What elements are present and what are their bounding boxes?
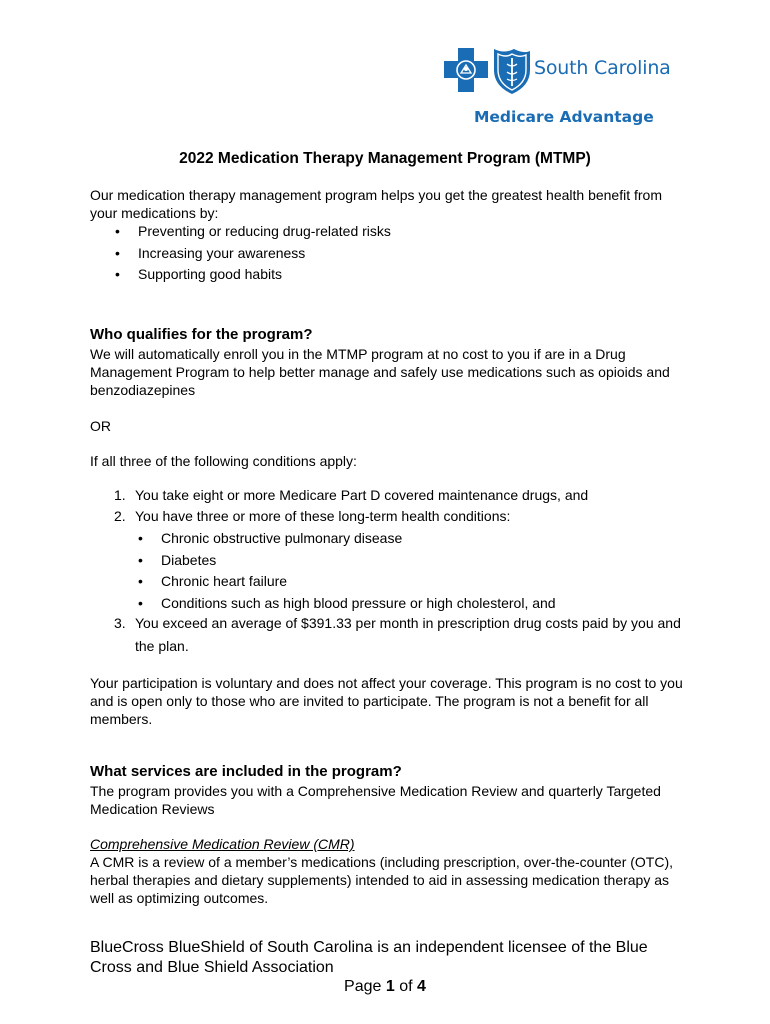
page-title: 2022 Medication Therapy Management Program (MTMP) bbox=[179, 150, 591, 167]
intro-paragraph: Our medication therapy management program helps you get the greatest health benefit from your medications by: bbox=[90, 187, 662, 221]
qualify-paragraph: We will automatically enroll you in the MTMP program at no cost to you if are in a Drug Management Program to help better manage and safely use medications such as opioids and benzodiazepines bbox=[90, 346, 670, 398]
cmr-paragraph: A CMR is a review of a member’s medications (including prescription, over-the-counter (OTC), herbal therapies and dietary supplements) intended to aid in assessing medication therapy as well as optimizing outcomes. bbox=[90, 854, 674, 906]
list-item: • Conditions such as high blood pressure or high cholesterol, and bbox=[138, 593, 556, 615]
or-text: OR bbox=[90, 418, 111, 434]
item-text: You take eight or more Medicare Part D covered maintenance drugs, and bbox=[135, 487, 589, 503]
list-item: • Increasing your awareness bbox=[115, 243, 391, 265]
item-number: 2. bbox=[114, 508, 126, 524]
item-text: You have three or more of these long-term health conditions: bbox=[135, 508, 511, 524]
company-logo bbox=[444, 46, 674, 130]
services-heading: What services are included in the program? bbox=[90, 763, 402, 780]
logo-graphic bbox=[444, 46, 534, 96]
list-item: • Supporting good habits bbox=[115, 264, 391, 286]
page-label: Page bbox=[344, 978, 382, 995]
condition-item bbox=[114, 612, 684, 658]
blue-cross-icon bbox=[444, 48, 488, 92]
voluntary-paragraph: Your participation is voluntary and does not affect your coverage. This program is no cost to you and is open only to those who are invited to participate. The program is not a benefit for all members. bbox=[90, 675, 683, 727]
list-item: • Chronic obstructive pulmonary disease bbox=[138, 528, 556, 550]
page-of-label: of bbox=[399, 978, 413, 995]
list-item: • Diabetes bbox=[138, 550, 556, 572]
cmr-heading: Comprehensive Medication Review (CMR) bbox=[90, 836, 355, 852]
brand-name: South Carolina bbox=[534, 57, 671, 79]
intro-bullet-list bbox=[115, 221, 391, 286]
current-page: 1 bbox=[385, 978, 395, 995]
condition-item bbox=[114, 485, 684, 506]
total-pages: 4 bbox=[417, 978, 426, 995]
page-number bbox=[0, 978, 770, 996]
health-conditions-list bbox=[138, 528, 556, 614]
brand-subtitle: Medicare Advantage bbox=[474, 108, 654, 126]
list-item: • Preventing or reducing drug-related risks bbox=[115, 221, 391, 243]
services-paragraph: The program provides you with a Comprehensive Medication Review and quarterly Targeted Medication Reviews bbox=[90, 783, 661, 817]
item-text: You exceed an average of $391.33 per month in prescription drug costs paid by you and the plan. bbox=[135, 615, 681, 654]
footer-disclaimer: BlueCross BlueShield of South Carolina is an independent licensee of the Blue Cross and Blue Shield Association bbox=[90, 939, 648, 976]
item-number: 3. bbox=[114, 615, 126, 631]
item-number: 1. bbox=[114, 487, 126, 503]
condition-item bbox=[114, 506, 684, 527]
blue-shield-icon bbox=[494, 49, 530, 94]
qualify-heading: Who qualifies for the program? bbox=[90, 326, 313, 343]
list-item: • Chronic heart failure bbox=[138, 571, 556, 593]
conditions-intro: If all three of the following conditions apply: bbox=[90, 453, 357, 469]
